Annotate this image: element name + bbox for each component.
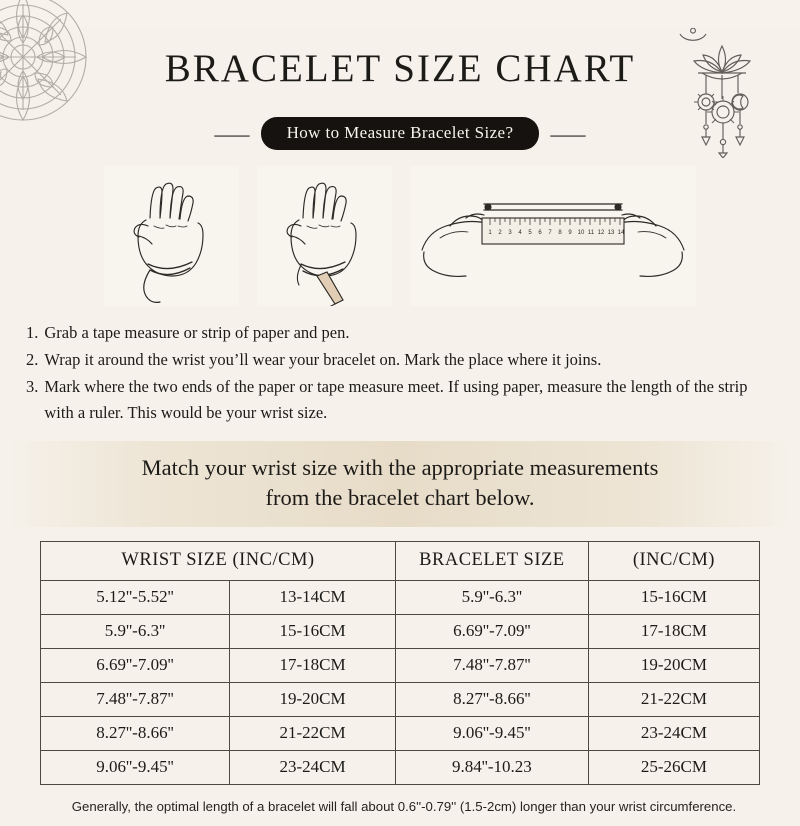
cell-wrist-cm: 13-14CM <box>230 580 396 614</box>
svg-text:12: 12 <box>597 230 605 237</box>
svg-text:3: 3 <box>508 230 512 237</box>
column-header-wrist-size: WRIST SIZE (INC/CM) <box>41 541 396 580</box>
svg-text:14: 14 <box>617 230 625 237</box>
list-item <box>26 320 774 347</box>
step-number: 3. <box>26 376 39 396</box>
illustration-hands-with-ruler <box>410 166 696 306</box>
cell-wrist-cm: 17-18CM <box>230 648 396 682</box>
table-row <box>41 614 760 648</box>
step-number: 2. <box>26 349 39 369</box>
cell-wrist-inch: 5.9''-6.3'' <box>41 614 230 648</box>
cell-wrist-inch: 7.48''-7.87'' <box>41 682 230 716</box>
svg-text:13: 13 <box>607 230 615 237</box>
cell-bracelet-inch: 5.9''-6.3'' <box>395 580 588 614</box>
match-instruction-banner <box>0 441 800 526</box>
cell-bracelet-inch: 9.84''-10.23 <box>395 750 588 784</box>
banner-line-1: Match your wrist size with the appropriate measurements <box>141 455 659 481</box>
cell-bracelet-cm: 25-26CM <box>588 750 759 784</box>
svg-text:10: 10 <box>577 230 585 237</box>
cell-wrist-inch: 5.12''-5.52'' <box>41 580 230 614</box>
cell-bracelet-inch: 6.69''-7.09'' <box>395 614 588 648</box>
step-number: 1. <box>26 323 39 343</box>
flourish-right-icon: ⸺ <box>549 123 587 149</box>
table-row <box>41 580 760 614</box>
illustration-panels <box>0 166 800 306</box>
how-to-measure-pill: How to Measure Bracelet Size? <box>261 117 540 150</box>
step-text: Wrap it around the wrist you’ll wear your bracelet on. Mark the place where it joins. <box>44 349 602 369</box>
svg-text:8: 8 <box>558 230 562 237</box>
svg-text:2: 2 <box>498 230 502 237</box>
lotus-ornament-icon <box>662 28 782 158</box>
cell-bracelet-inch: 7.48''-7.87'' <box>395 648 588 682</box>
cell-bracelet-cm: 19-20CM <box>588 648 759 682</box>
cell-bracelet-cm: 23-24CM <box>588 716 759 750</box>
cell-wrist-cm: 23-24CM <box>230 750 396 784</box>
column-header-bracelet-size: BRACELET SIZE <box>395 541 588 580</box>
cell-bracelet-cm: 17-18CM <box>588 614 759 648</box>
table-row <box>41 750 760 784</box>
svg-text:4: 4 <box>518 230 522 237</box>
cell-bracelet-cm: 15-16CM <box>588 580 759 614</box>
svg-text:9: 9 <box>568 230 572 237</box>
list-item <box>26 374 774 427</box>
illustration-hand-with-paper-strip <box>257 166 392 306</box>
hand-with-tape-measure-icon <box>104 166 239 306</box>
column-header-bracelet-units: (INC/CM) <box>588 541 759 580</box>
table-row <box>41 716 760 750</box>
cell-wrist-cm: 19-20CM <box>230 682 396 716</box>
cell-bracelet-cm: 21-22CM <box>588 682 759 716</box>
svg-text:6: 6 <box>538 230 542 237</box>
footnote-text: Generally, the optimal length of a bracelet will fall about 0.6''-0.79'' (1.5-2cm) longer than your wrist circumference. <box>71 798 737 814</box>
flourish-left-icon: ⸺ <box>213 123 251 149</box>
bracelet-size-chart-page <box>0 26 800 826</box>
table-header-row <box>41 541 760 580</box>
svg-text:5: 5 <box>528 230 532 237</box>
cell-wrist-inch: 9.06''-9.45'' <box>41 750 230 784</box>
svg-text:1: 1 <box>488 230 492 237</box>
cell-wrist-cm: 15-16CM <box>230 614 396 648</box>
step-text: Mark where the two ends of the paper or tape measure meet. If using paper, measure the length of the strip with a ruler. This would be your wrist size. <box>44 376 748 423</box>
cell-wrist-inch: 8.27''-8.66'' <box>41 716 230 750</box>
table-row <box>41 648 760 682</box>
svg-text:11: 11 <box>587 230 595 237</box>
cell-bracelet-inch: 9.06''-9.45'' <box>395 716 588 750</box>
table-row <box>41 682 760 716</box>
hands-measuring-with-ruler-icon <box>410 166 696 306</box>
list-item <box>26 347 774 374</box>
page-title: BRACELET SIZE CHART <box>164 47 636 91</box>
size-chart-table <box>40 541 760 785</box>
step-text: Grab a tape measure or strip of paper and pen. <box>44 323 350 343</box>
illustration-hand-with-tape-measure <box>104 166 239 306</box>
cell-wrist-cm: 21-22CM <box>230 716 396 750</box>
cell-bracelet-inch: 8.27''-8.66'' <box>395 682 588 716</box>
svg-text:7: 7 <box>548 230 552 237</box>
hand-with-paper-and-pen-icon <box>257 166 392 306</box>
instruction-steps <box>26 320 774 427</box>
cell-wrist-inch: 6.69''-7.09'' <box>41 648 230 682</box>
banner-line-2: from the bracelet chart below. <box>265 484 535 510</box>
mandala-ornament-icon <box>0 0 98 132</box>
